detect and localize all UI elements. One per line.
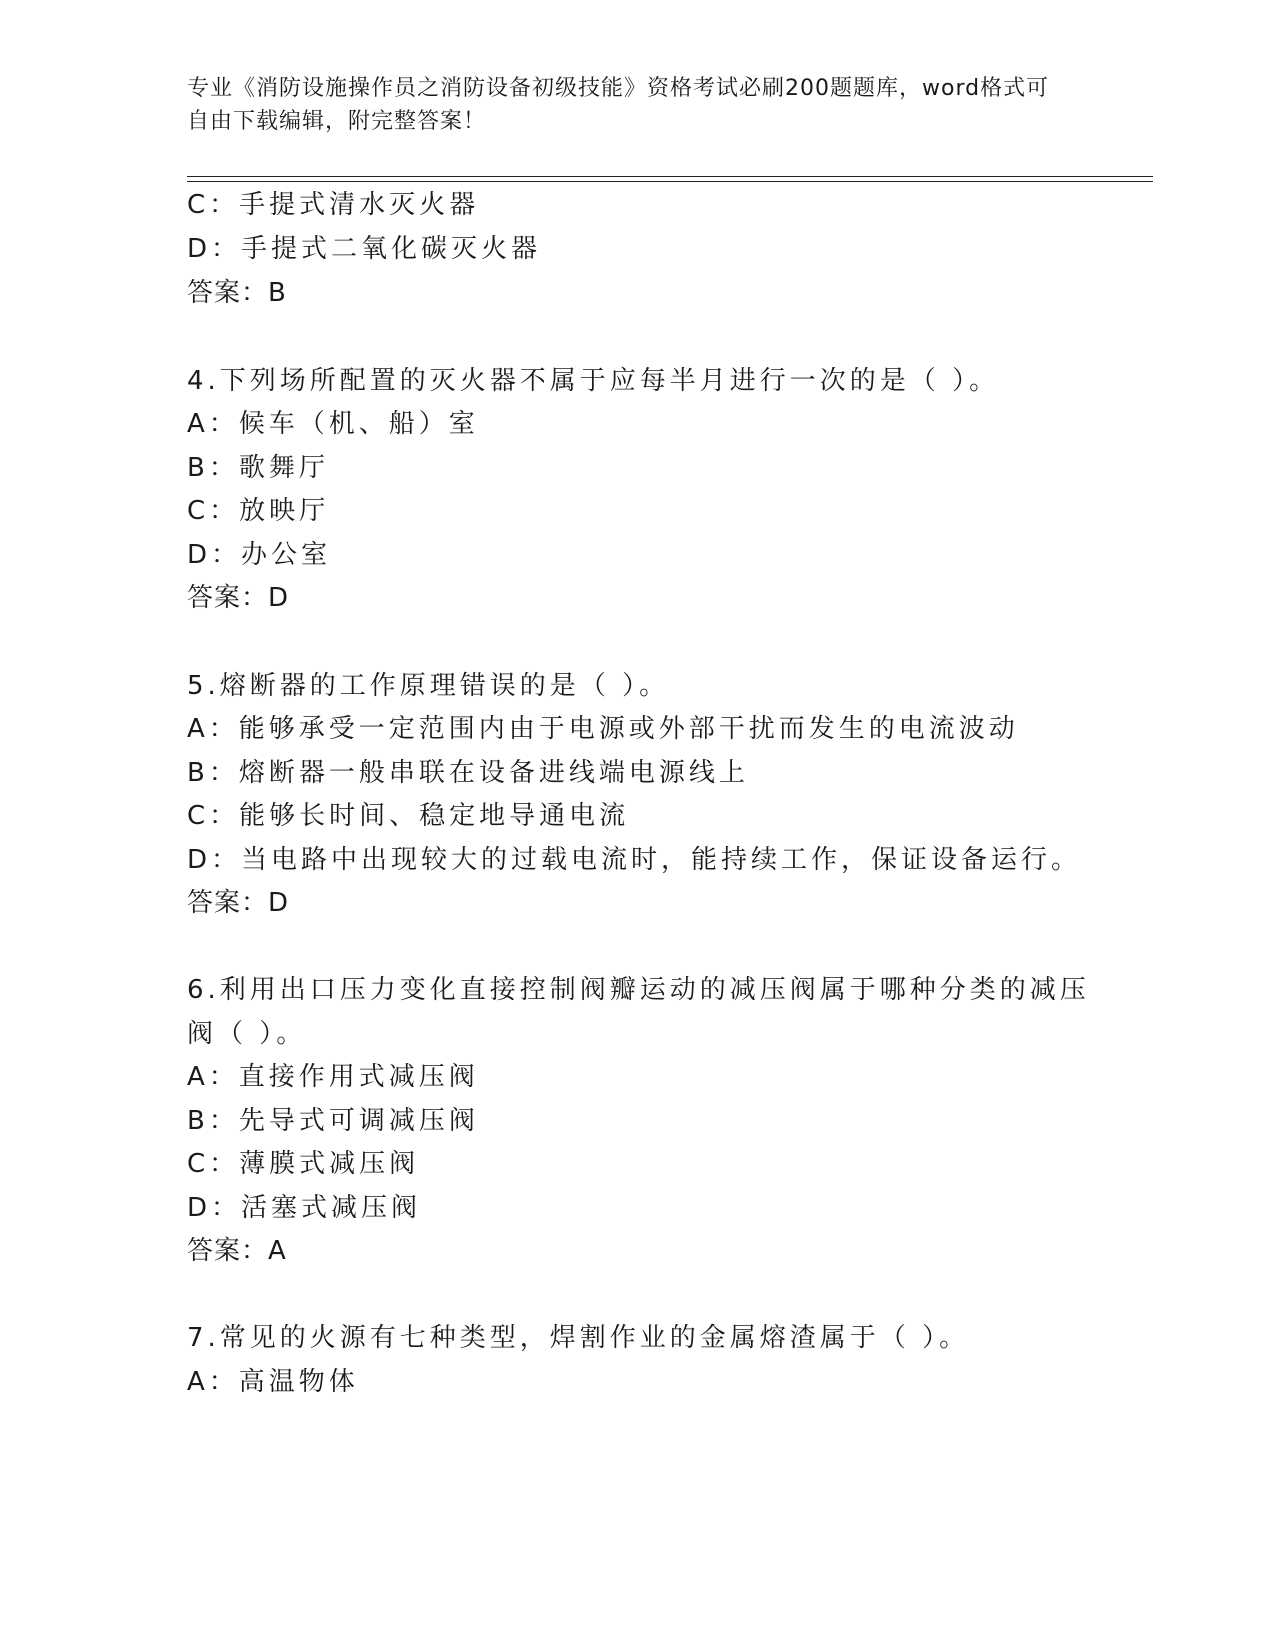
option-a: A：直接作用式减压阀 [187,1062,479,1092]
answer: 答案：D [187,888,290,918]
question-7: 7.常见的火源有七种类型，焊割作业的金属熔渣属于（ ）。 [187,1323,970,1353]
option-c: C：放映厅 [187,496,330,526]
option-d: D：活塞式减压阀 [187,1193,422,1223]
option-d: D：当电路中出现较大的过载电流时，能持续工作，保证设备运行。 [187,845,1082,875]
option-a: A：高温物体 [187,1367,359,1397]
option-b: B：熔断器一般串联在设备进线端电源线上 [187,758,749,788]
option-a: A：候车（机、船）室 [187,409,479,439]
option-b: B：歌舞厅 [187,453,329,483]
question-5: 5.熔断器的工作原理错误的是（ ）。 [187,671,670,701]
question-6-continued: 阀（ ）。 [187,1019,307,1049]
option-d: D：手提式二氧化碳灭火器 [187,234,542,264]
header-rule-bottom [187,181,1153,182]
option-a: A：能够承受一定范围内由于电源或外部干扰而发生的电流波动 [187,714,1019,744]
answer: 答案：D [187,583,290,613]
question-6: 6.利用出口压力变化直接控制阀瓣运动的减压阀属于哪种分类的减压 [187,975,1090,1005]
header-rule-top [187,176,1153,177]
answer: 答案：A [187,1236,287,1266]
answer: 答案：B [187,278,287,308]
document-header: 专业《消防设施操作员之消防设备初级技能》资格考试必刷200题题库，word格式可自由下载编辑，附完整答案！ [187,76,1050,134]
option-c: C：能够长时间、稳定地导通电流 [187,801,630,831]
option-b: B：先导式可调减压阀 [187,1106,479,1136]
option-c: C：手提式清水灭火器 [187,190,480,220]
option-c: C：薄膜式减压阀 [187,1149,420,1179]
question-4: 4.下列场所配置的灭火器不属于应每半月进行一次的是（ ）。 [187,366,1000,396]
option-d: D：办公室 [187,540,332,570]
